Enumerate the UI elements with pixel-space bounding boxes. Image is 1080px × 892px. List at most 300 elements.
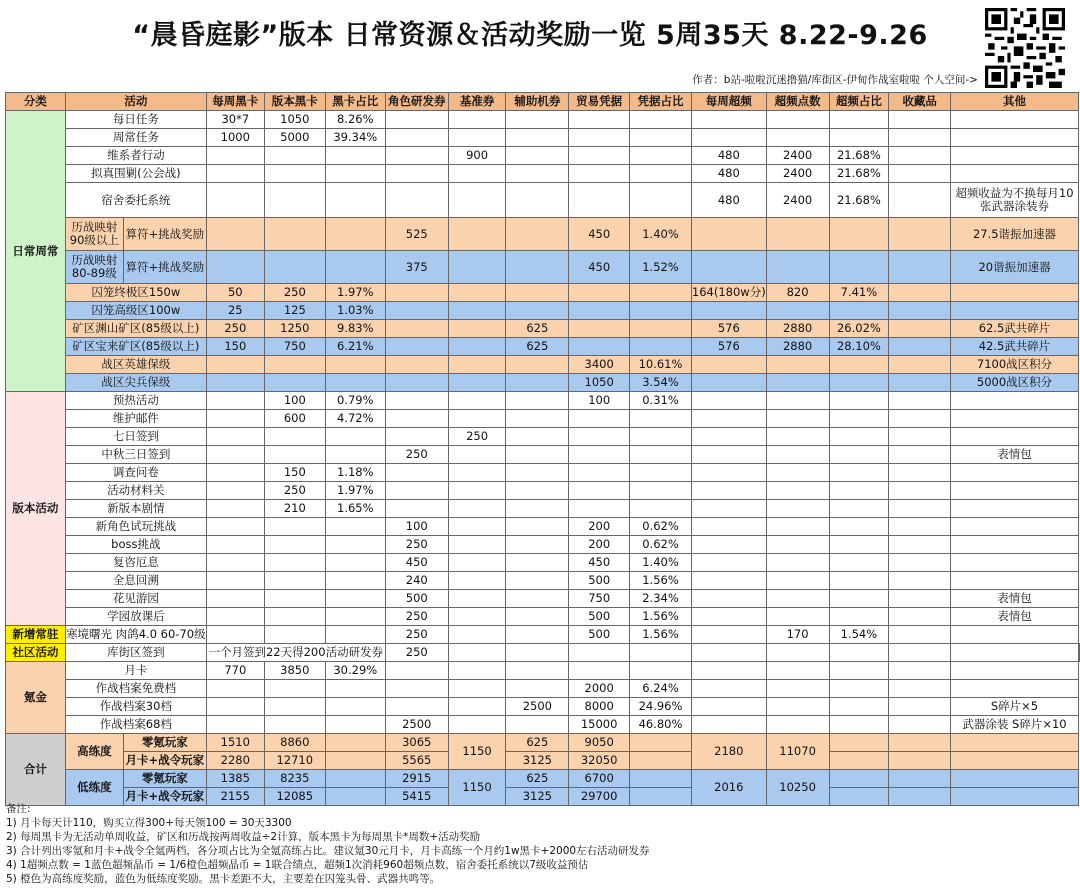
- table-cell: [206, 590, 264, 608]
- table-cell: 250: [448, 428, 506, 446]
- table-cell: [569, 500, 630, 518]
- table-cell: [264, 147, 325, 165]
- table-cell: [630, 284, 692, 302]
- table-cell: [691, 410, 766, 428]
- table-row: [6, 338, 1080, 356]
- table-cell: [630, 644, 692, 662]
- table-cell: [889, 165, 951, 183]
- table-cell: [889, 716, 951, 734]
- table-cell: S碎片×5: [951, 698, 1079, 716]
- table-cell: 表情包: [951, 446, 1079, 464]
- table-row: [6, 482, 1080, 500]
- table-cell: [448, 392, 506, 410]
- table-cell: [325, 626, 385, 644]
- table-cell: [691, 572, 766, 590]
- table-cell: 1150: [448, 734, 506, 770]
- table-cell: 500: [385, 590, 448, 608]
- notes-section: [6, 802, 1074, 886]
- table-cell: [206, 392, 264, 410]
- table-cell: [325, 554, 385, 572]
- table-cell: [829, 554, 889, 572]
- activity-name: 每日任务: [65, 111, 206, 129]
- table-cell: [385, 165, 448, 183]
- table-cell: [766, 500, 829, 518]
- table-cell: [889, 356, 951, 374]
- table-cell: [325, 147, 385, 165]
- table-cell: [569, 446, 630, 464]
- table-cell: 250: [264, 284, 325, 302]
- table-cell: [325, 608, 385, 626]
- table-cell: [448, 320, 506, 338]
- table-cell: [889, 428, 951, 446]
- table-cell: 100: [569, 392, 630, 410]
- table-cell: [569, 644, 630, 662]
- table-cell: [569, 428, 630, 446]
- table-cell: [829, 716, 889, 734]
- table-cell: 1.65%: [325, 500, 385, 518]
- table-row: [6, 716, 1080, 734]
- table-cell: 2.34%: [630, 590, 692, 608]
- table-cell: [264, 446, 325, 464]
- table-row: [6, 446, 1080, 464]
- table-cell: [448, 500, 506, 518]
- table-row: [6, 590, 1080, 608]
- table-cell: [385, 392, 448, 410]
- table-cell: [448, 608, 506, 626]
- table-cell: [691, 446, 766, 464]
- table-cell: [206, 183, 264, 218]
- table-cell: [829, 251, 889, 284]
- table-cell: [951, 284, 1079, 302]
- table-cell: [506, 446, 569, 464]
- table-cell: 28.10%: [829, 338, 889, 356]
- table-cell: 1150: [448, 770, 506, 806]
- table-cell: [766, 608, 829, 626]
- table-cell: 2500: [385, 716, 448, 734]
- table-cell: [385, 338, 448, 356]
- table-cell: 500: [569, 572, 630, 590]
- table-cell: [829, 500, 889, 518]
- table-cell: 0.62%: [630, 518, 692, 536]
- table-cell: [829, 111, 889, 129]
- table-cell: [889, 147, 951, 165]
- table-cell: [889, 302, 951, 320]
- table-cell: 450: [569, 218, 630, 251]
- activity-name: 预热活动: [65, 392, 206, 410]
- table-cell: [506, 464, 569, 482]
- table-cell: 42.5武共碎片: [951, 338, 1079, 356]
- table-cell: [448, 218, 506, 251]
- table-cell: [630, 752, 692, 770]
- table-cell: [630, 770, 692, 788]
- table-cell: [951, 680, 1079, 698]
- table-row: [6, 554, 1080, 572]
- table-body: [6, 111, 1080, 806]
- table-cell: 625: [506, 338, 569, 356]
- table-cell: [691, 302, 766, 320]
- table-cell: 2500: [506, 698, 569, 716]
- table-cell: 8000: [569, 698, 630, 716]
- table-cell: 6.24%: [630, 680, 692, 698]
- table-cell: [385, 320, 448, 338]
- table-cell: 240: [385, 572, 448, 590]
- table-cell: [385, 698, 448, 716]
- table-cell: [506, 554, 569, 572]
- table-cell: [766, 644, 829, 662]
- table-cell: 210: [264, 500, 325, 518]
- table-row: [6, 302, 1080, 320]
- page-title: “晨昏庭影”版本 日常资源＆活动奖励一览 5周35天 8.22-9.26: [132, 20, 928, 51]
- table-cell: [506, 392, 569, 410]
- table-cell: [829, 662, 889, 680]
- table-cell: 480: [691, 165, 766, 183]
- table-cell: [829, 698, 889, 716]
- table-cell: [206, 464, 264, 482]
- table-cell: [264, 251, 325, 284]
- table-cell: [569, 129, 630, 147]
- table-cell: [630, 428, 692, 446]
- table-cell: 2400: [766, 147, 829, 165]
- table-cell: 0.79%: [325, 392, 385, 410]
- table-cell: 100: [264, 392, 325, 410]
- table-row: [6, 410, 1080, 428]
- table-cell: [630, 734, 692, 752]
- activity-name: boss挑战: [65, 536, 206, 554]
- activity-name: 维系者行动: [65, 147, 206, 165]
- header-cell: 分类: [6, 93, 66, 111]
- header-cell: 每周超频: [691, 93, 766, 111]
- table-row: [6, 356, 1080, 374]
- table-cell: [951, 734, 1079, 752]
- table-cell: [506, 251, 569, 284]
- header-cell: 其他: [951, 93, 1079, 111]
- activity-name: 周常任务: [65, 129, 206, 147]
- table-cell: [691, 536, 766, 554]
- table-cell: [569, 147, 630, 165]
- table-cell: [325, 374, 385, 392]
- table-cell: [506, 410, 569, 428]
- category-label: 社区活动: [6, 644, 66, 662]
- table-cell: [264, 608, 325, 626]
- table-cell: [951, 111, 1079, 129]
- table-cell: 2400: [766, 183, 829, 218]
- table-cell: [1079, 644, 1080, 662]
- table-cell: [951, 536, 1079, 554]
- table-cell: [448, 680, 506, 698]
- table-cell: 250: [385, 644, 448, 662]
- table-cell: [630, 165, 692, 183]
- table-cell: 10.61%: [630, 356, 692, 374]
- table-cell: [889, 698, 951, 716]
- table-cell: 625: [506, 320, 569, 338]
- table-cell: [206, 428, 264, 446]
- table-cell: [569, 320, 630, 338]
- table-cell: [951, 410, 1079, 428]
- table-row: [6, 183, 1080, 218]
- table-cell: 200: [569, 536, 630, 554]
- table-cell: [448, 111, 506, 129]
- table-cell: [325, 752, 385, 770]
- table-cell: [691, 482, 766, 500]
- table-cell: [889, 218, 951, 251]
- table-cell: 10250: [766, 770, 829, 806]
- table-cell: 29700: [569, 788, 630, 806]
- activity-name: 寒境曙光 肉鸽4.0 60-70级: [65, 626, 206, 644]
- player-type: 零氪玩家: [123, 734, 206, 752]
- header-cell: 超频占比: [829, 93, 889, 111]
- table-cell: [766, 680, 829, 698]
- table-cell: [766, 410, 829, 428]
- table-cell: [448, 165, 506, 183]
- table-cell: [506, 626, 569, 644]
- table-cell: 32050: [569, 752, 630, 770]
- table-cell: [506, 302, 569, 320]
- activity-name: 学园放课后: [65, 608, 206, 626]
- table-cell: [385, 680, 448, 698]
- table-cell: [569, 165, 630, 183]
- table-cell: [206, 446, 264, 464]
- table-cell: 576: [691, 320, 766, 338]
- table-cell: [569, 482, 630, 500]
- table-cell: [325, 698, 385, 716]
- table-cell: 26.02%: [829, 320, 889, 338]
- table-cell: [325, 590, 385, 608]
- table-cell: [691, 644, 766, 662]
- table-cell: [766, 518, 829, 536]
- table-cell: [325, 183, 385, 218]
- table-cell: [206, 374, 264, 392]
- table-cell: [448, 410, 506, 428]
- table-cell: [630, 147, 692, 165]
- table-cell: [448, 356, 506, 374]
- table-cell: [569, 662, 630, 680]
- table-cell: [506, 518, 569, 536]
- table-cell: 164(180w分): [691, 284, 766, 302]
- table-cell: 1.52%: [630, 251, 692, 284]
- table-cell: 1250: [264, 320, 325, 338]
- header-cell: 辅助机券: [506, 93, 569, 111]
- table-cell: 450: [385, 554, 448, 572]
- activity-name: 作战档案68档: [65, 716, 206, 734]
- table-cell: 表情包: [951, 608, 1079, 626]
- table-cell: [889, 392, 951, 410]
- table-cell: 1.03%: [325, 302, 385, 320]
- table-cell: [889, 482, 951, 500]
- table-cell: [829, 464, 889, 482]
- table-cell: [206, 500, 264, 518]
- table-cell: 750: [264, 338, 325, 356]
- table-cell: 1.54%: [829, 626, 889, 644]
- table-cell: [325, 518, 385, 536]
- table-cell: [506, 218, 569, 251]
- table-cell: 5415: [385, 788, 448, 806]
- qr-code-icon[interactable]: [985, 8, 1065, 88]
- table-cell: [889, 734, 951, 752]
- table-cell: [206, 410, 264, 428]
- table-cell: [889, 374, 951, 392]
- activity-name: 月卡: [65, 662, 206, 680]
- table-cell: 1050: [264, 111, 325, 129]
- category-label: 新增常驻: [6, 626, 66, 644]
- activity-note: 一个月签到22天得200活动研发券: [206, 644, 385, 662]
- header-cell: 超频点数: [766, 93, 829, 111]
- table-cell: [325, 446, 385, 464]
- table-cell: 480: [691, 147, 766, 165]
- table-cell: 820: [766, 284, 829, 302]
- activity-name: 维护邮件: [65, 410, 206, 428]
- table-row: [6, 608, 1080, 626]
- table-cell: [264, 716, 325, 734]
- table-cell: [448, 662, 506, 680]
- activity-sub: 算符+挑战奖励: [123, 251, 206, 284]
- table-cell: 62.5武共碎片: [951, 320, 1079, 338]
- table-cell: [385, 302, 448, 320]
- activity-name: 新角色试玩挑战: [65, 518, 206, 536]
- table-cell: [889, 129, 951, 147]
- table-cell: [448, 518, 506, 536]
- table-cell: [766, 392, 829, 410]
- resource-table: [5, 92, 1080, 806]
- note-line: 1) 月卡每天计110，购买立得300+每天领100 = 30天3300: [6, 817, 292, 829]
- table-cell: [264, 572, 325, 590]
- table-cell: [829, 572, 889, 590]
- table-cell: 1050: [569, 374, 630, 392]
- table-cell: [691, 218, 766, 251]
- table-cell: 250: [385, 536, 448, 554]
- header-cell: 每周黑卡: [206, 93, 264, 111]
- activity-name: 历战映射90级以上: [65, 218, 123, 251]
- activity-name: 矿区渊山矿区(85级以上): [65, 320, 206, 338]
- table-cell: [506, 608, 569, 626]
- table-cell: [448, 374, 506, 392]
- table-cell: 24.96%: [630, 698, 692, 716]
- table-row: [6, 428, 1080, 446]
- table-cell: [766, 374, 829, 392]
- note-line: 3) 合计列出零氪和月卡+战令全氪两档，各分项占比为全氪高练占比。建议氪30元月卡，月卡高练一个月约1w黑卡+2000左右活动研发券: [6, 845, 650, 857]
- table-cell: 0.31%: [630, 392, 692, 410]
- table-cell: [325, 251, 385, 284]
- table-cell: 2880: [766, 338, 829, 356]
- table-cell: [506, 374, 569, 392]
- table-cell: [630, 302, 692, 320]
- table-cell: [766, 662, 829, 680]
- activity-name: 宿舍委托系统: [65, 183, 206, 218]
- table-cell: 15000: [569, 716, 630, 734]
- activity-name: 中秋三日签到: [65, 446, 206, 464]
- table-cell: [506, 536, 569, 554]
- table-cell: [385, 111, 448, 129]
- table-cell: [691, 662, 766, 680]
- table-cell: [889, 626, 951, 644]
- table-row: [6, 626, 1080, 644]
- table-cell: [630, 500, 692, 518]
- table-cell: 1.56%: [630, 626, 692, 644]
- table-cell: [766, 129, 829, 147]
- table-cell: [630, 446, 692, 464]
- table-cell: [889, 518, 951, 536]
- table-cell: 6.21%: [325, 338, 385, 356]
- table-cell: [206, 572, 264, 590]
- level-label: 高练度: [65, 734, 123, 770]
- table-cell: [951, 302, 1079, 320]
- table-cell: [264, 590, 325, 608]
- header-cell: 角色研发券: [385, 93, 448, 111]
- table-cell: [569, 464, 630, 482]
- table-header: [6, 93, 1080, 111]
- table-row: [6, 374, 1080, 392]
- table-cell: 100: [385, 518, 448, 536]
- activity-name: 拟真围剿(公会战): [65, 165, 206, 183]
- table-cell: [264, 356, 325, 374]
- table-cell: [569, 183, 630, 218]
- table-cell: [691, 626, 766, 644]
- activity-name: 囚笼终极区150w: [65, 284, 206, 302]
- table-cell: [206, 218, 264, 251]
- table-cell: [691, 111, 766, 129]
- note-line: 2) 每周黑卡为无活动单周收益，矿区和历战按两周收益÷2计算，版本黑卡为每周黑卡*周数+活动奖励: [6, 831, 481, 843]
- activity-name: 七日签到: [65, 428, 206, 446]
- table-cell: [951, 644, 1079, 662]
- table-cell: 525: [385, 218, 448, 251]
- table-cell: [951, 626, 1079, 644]
- table-cell: 625: [506, 734, 569, 752]
- table-cell: [889, 251, 951, 284]
- table-row: [6, 284, 1080, 302]
- table-cell: [829, 518, 889, 536]
- table-cell: [889, 770, 951, 788]
- table-cell: [448, 251, 506, 284]
- activity-name: 库街区签到: [65, 644, 206, 662]
- table-cell: 250: [264, 482, 325, 500]
- table-cell: [829, 392, 889, 410]
- table-cell: [889, 608, 951, 626]
- table-cell: [630, 183, 692, 218]
- table-cell: 27.5谐振加速器: [951, 218, 1079, 251]
- table-cell: [766, 111, 829, 129]
- total-row: [6, 770, 1080, 788]
- table-row: [6, 698, 1080, 716]
- table-cell: [264, 374, 325, 392]
- table-cell: [829, 218, 889, 251]
- table-cell: 125: [264, 302, 325, 320]
- table-cell: [691, 392, 766, 410]
- table-cell: [766, 356, 829, 374]
- table-cell: [889, 284, 951, 302]
- table-cell: 150: [264, 464, 325, 482]
- table-cell: [569, 284, 630, 302]
- table-cell: 250: [385, 446, 448, 464]
- table-row: [6, 392, 1080, 410]
- table-cell: 1.18%: [325, 464, 385, 482]
- author-credit: 作者：b站-啦啦沉迷撸猫/库街区-伊甸作战室啦啦 个人空间->: [692, 74, 978, 86]
- activity-name: 矿区宝来矿区(85级以上): [65, 338, 206, 356]
- table-cell: [829, 752, 889, 770]
- table-cell: [264, 680, 325, 698]
- table-cell: [448, 590, 506, 608]
- table-cell: [448, 626, 506, 644]
- header-cell: 收藏品: [889, 93, 951, 111]
- table-cell: 200: [569, 518, 630, 536]
- table-cell: 770: [206, 662, 264, 680]
- table-cell: [506, 500, 569, 518]
- table-cell: [889, 320, 951, 338]
- table-cell: [951, 500, 1079, 518]
- table-cell: [385, 147, 448, 165]
- table-cell: [506, 482, 569, 500]
- player-type: 月卡+战令玩家: [123, 752, 206, 770]
- table-cell: [889, 500, 951, 518]
- table-cell: 1385: [206, 770, 264, 788]
